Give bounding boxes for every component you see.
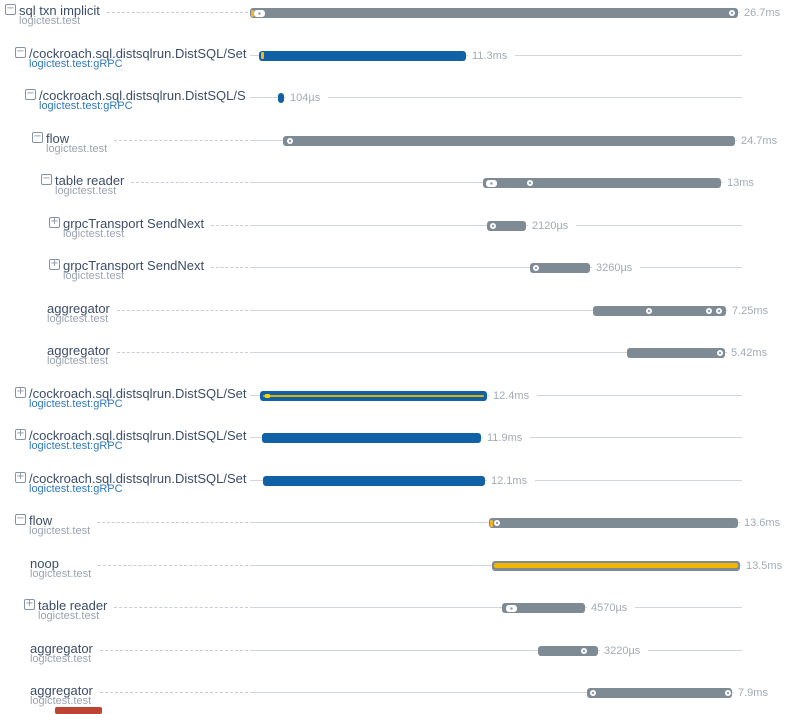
span-service-label: logictest.test:gRPC: [39, 100, 133, 112]
span-connector-dashes: [114, 607, 248, 608]
span-connector-dashes: [98, 565, 248, 566]
span-bar[interactable]: [278, 93, 284, 103]
span-name[interactable]: table reader: [38, 598, 108, 613]
span-row: [0, 587, 786, 629]
span-name[interactable]: /cockroach.sql.distsqlrun.DistSQL/Set: [29, 45, 247, 61]
span-connector-dashes: [100, 650, 248, 651]
span-bar[interactable]: [262, 433, 481, 443]
span-row: [0, 290, 786, 332]
span-duration-label: 2120µs: [528, 220, 576, 232]
span-row: [0, 0, 786, 34]
span-log-marker: [581, 648, 587, 654]
span-service-label: logictest.test:gRPC: [29, 57, 123, 70]
span-row: [0, 417, 786, 459]
collapse-icon[interactable]: −: [26, 88, 35, 99]
span-duration-label: 7.25ms: [728, 305, 776, 317]
span-connector-dashes: [107, 12, 248, 13]
span-log-marker: [287, 138, 293, 144]
span-name[interactable]: flow: [46, 130, 70, 146]
span-bar[interactable]: [483, 178, 721, 188]
span-service-label: logictest.test: [47, 312, 109, 325]
span-service-label: logictest.test: [63, 227, 125, 240]
span-row: [0, 205, 786, 247]
span-bar[interactable]: [263, 476, 485, 486]
span-log-marker: [494, 520, 500, 526]
collapse-icon[interactable]: −: [6, 3, 15, 14]
span-log-marker: [717, 350, 723, 356]
expand-icon[interactable]: +: [25, 598, 34, 609]
span-duration-label: 13.5ms: [742, 560, 786, 572]
span-connector-dashes: [100, 692, 248, 693]
span-connector-dashes: [117, 352, 248, 353]
span-connector-dashes: [97, 522, 248, 523]
span-bar[interactable]: [538, 646, 598, 656]
expand-icon[interactable]: +: [50, 215, 59, 227]
span-log-marker: [261, 52, 264, 59]
span-bar[interactable]: [283, 136, 735, 146]
span-service-label: logictest.test:gRPC: [29, 440, 123, 452]
trace-timeline-line: [250, 650, 742, 651]
span-duration-label: 13ms: [723, 177, 762, 189]
span-row: [0, 375, 786, 417]
span-row: [0, 672, 786, 714]
span-service-label: logictest.test:gRPC: [29, 397, 123, 410]
span-row: [0, 247, 786, 289]
span-log-marker: [729, 10, 735, 16]
span-connector-dashes: [117, 310, 248, 311]
span-name[interactable]: /cockroach.sql.distsqlrun.DistSQL/Set: [29, 428, 247, 443]
span-bar[interactable]: [489, 518, 738, 528]
expand-icon[interactable]: +: [16, 470, 25, 482]
span-log-marker: [254, 10, 265, 17]
span-connector-dashes: [211, 225, 248, 226]
span-log-marker: [725, 690, 731, 696]
span-duration-label: 5.42ms: [727, 347, 775, 359]
span-service-label: logictest.test:gRPC: [29, 482, 123, 495]
span-connector-dashes: [211, 267, 248, 268]
span-name[interactable]: grpcTransport SendNext: [63, 215, 205, 231]
span-service-label: logictest.test: [30, 652, 92, 665]
span-log-marker: [490, 223, 496, 229]
span-name[interactable]: /cockroach.sql.distsqlrun.DistSQL/Set: [29, 470, 247, 486]
span-service-label: logictest.test: [19, 15, 81, 27]
span-duration-label: 11.3ms: [468, 50, 515, 62]
span-row: [0, 630, 786, 672]
span-log-marker: [506, 605, 517, 612]
expand-icon[interactable]: +: [16, 385, 25, 397]
span-bar-yellow-stripe: [494, 563, 738, 568]
span-log-marker: [590, 690, 596, 696]
span-service-label: logictest.test: [38, 610, 100, 622]
span-name[interactable]: aggregator: [30, 640, 93, 656]
span-duration-label: 26.7ms: [740, 7, 786, 19]
trace-timeline-line: [250, 607, 742, 608]
span-duration-label: 3260µs: [592, 262, 640, 274]
span-duration-label: 13.6ms: [740, 517, 786, 529]
span-service-label: logictest.test: [55, 185, 117, 197]
span-name[interactable]: table reader: [55, 173, 125, 188]
expand-icon[interactable]: +: [16, 428, 25, 439]
span-bar[interactable]: [492, 561, 740, 571]
span-duration-label: 4570µs: [587, 602, 635, 614]
span-duration-label: 12.4ms: [489, 390, 537, 402]
span-log-marker: [265, 394, 270, 398]
span-service-label: logictest.test: [46, 142, 108, 155]
span-name[interactable]: aggregator: [30, 683, 93, 698]
span-row: [0, 77, 786, 119]
span-service-label: logictest.test: [47, 355, 109, 367]
span-row: [0, 332, 786, 374]
span-log-marker: [533, 265, 539, 271]
span-service-label: logictest.test: [63, 270, 125, 282]
collapse-icon[interactable]: −: [42, 173, 51, 184]
span-log-marker: [490, 520, 493, 527]
expand-icon[interactable]: +: [50, 258, 59, 269]
span-name[interactable]: /cockroach.sql.distsqlrun.DistSQL/S: [39, 88, 246, 103]
span-bar[interactable]: [627, 348, 725, 358]
span-duration-label: 104µs: [286, 92, 328, 104]
span-bar[interactable]: [260, 391, 487, 401]
span-row: [0, 460, 786, 502]
span-row: [0, 545, 786, 587]
span-log-marker: [716, 308, 722, 314]
span-row: [0, 35, 786, 77]
span-service-label: logictest.test: [30, 567, 92, 580]
span-duration-label: 12.1ms: [487, 475, 535, 487]
trace-timeline-line: [250, 267, 742, 268]
span-log-marker: [646, 308, 652, 314]
span-log-marker: [486, 180, 497, 187]
span-name[interactable]: /cockroach.sql.distsqlrun.DistSQL/Set: [29, 385, 247, 401]
span-log-marker: [527, 180, 533, 186]
span-log-marker: [706, 308, 712, 314]
span-duration-label: 7.9ms: [734, 687, 776, 699]
span-connector-dashes: [114, 140, 248, 141]
span-name[interactable]: noop: [30, 555, 59, 571]
span-service-label: logictest.test: [29, 525, 91, 537]
partial-span-bar-red: [55, 707, 102, 714]
span-bar[interactable]: [250, 8, 738, 18]
span-row: [0, 162, 786, 204]
collapse-icon[interactable]: −: [16, 513, 25, 524]
collapse-icon[interactable]: −: [16, 45, 25, 57]
span-service-label: logictest.test: [30, 695, 92, 707]
span-row: [0, 502, 786, 544]
collapse-icon[interactable]: −: [33, 130, 42, 142]
span-name[interactable]: aggregator: [47, 300, 110, 316]
span-duration-label: 11.9ms: [483, 432, 530, 444]
span-name[interactable]: aggregator: [47, 343, 110, 358]
span-duration-label: 24.7ms: [737, 135, 785, 147]
span-name[interactable]: sql txn implicit: [19, 3, 100, 18]
span-name[interactable]: flow: [29, 513, 53, 528]
span-bar[interactable]: [530, 263, 590, 273]
span-bar[interactable]: [259, 51, 466, 61]
span-bar[interactable]: [587, 688, 732, 698]
span-name[interactable]: grpcTransport SendNext: [63, 258, 205, 273]
span-bar-yellow-stripe: [263, 395, 484, 397]
span-connector-dashes: [131, 182, 248, 183]
span-duration-label: 3220µs: [600, 645, 648, 657]
span-row: [0, 120, 786, 162]
